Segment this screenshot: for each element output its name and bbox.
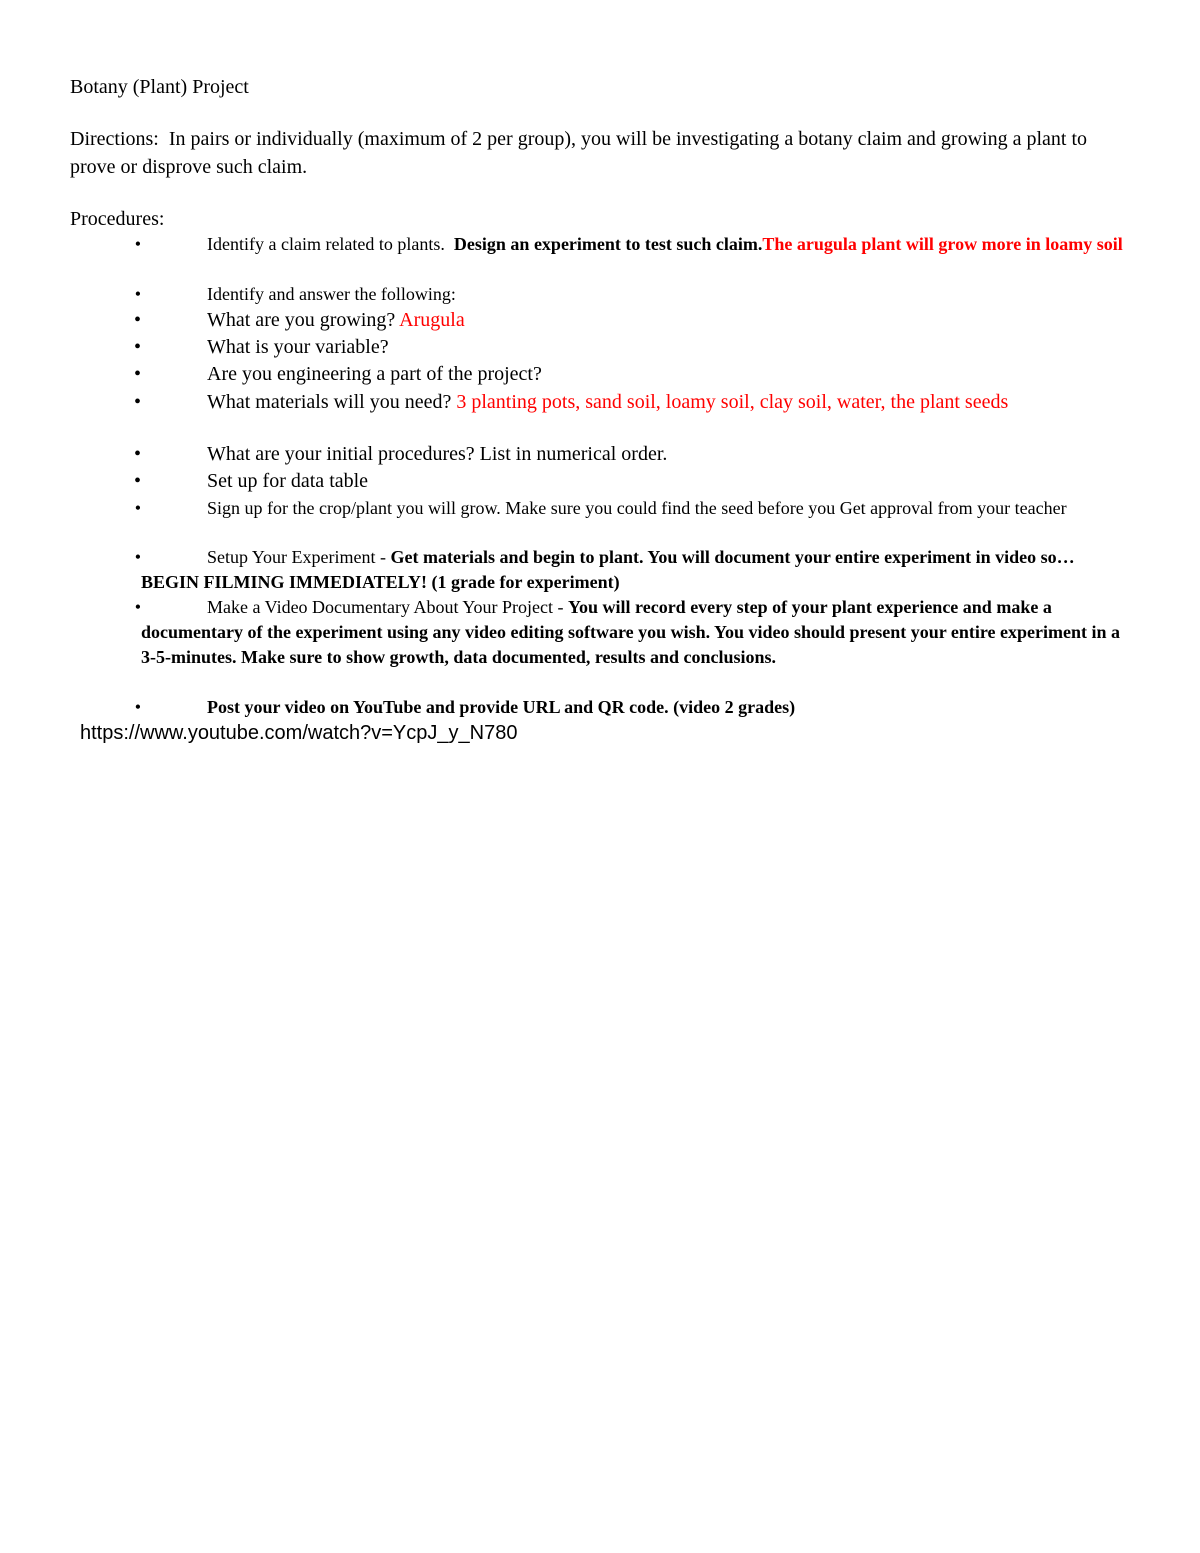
procedure-text: Identify and answer the following: (207, 284, 456, 304)
bullet: • (133, 443, 141, 465)
procedure-bold-text: Design an experiment to test such claim. (453, 234, 763, 254)
procedure-item (133, 389, 1126, 416)
procedure-item (134, 595, 1126, 670)
procedure-item (134, 232, 1126, 257)
youtube-link[interactable]: https://www.youtube.com/watch?v=YcpJ_y_N780 (80, 722, 518, 744)
directions-text: In pairs or individually (maximum of 2 per group), you will be investigating a botany claim and growing a plant to prove or disprove such claim. (70, 128, 1088, 178)
procedure-item (134, 695, 1126, 720)
procedure-item (134, 545, 1126, 595)
bullet: • (133, 336, 141, 358)
procedure-item (134, 496, 1126, 521)
document-title: Botany (Plant) Project (70, 76, 249, 98)
procedure-bold-text: Post your video on YouTube and provide URL and QR code. (video 2 grades) (207, 697, 796, 717)
procedure-bold-text: You will record every step of your plant experience and make a documentary of the experiment using any video editing software you wish. You video should present your entire experiment in a 3-5-minutes. Make sure to show growth, data documented, results and conclusions. (141, 597, 1121, 667)
procedure-bold-text: Get materials and begin to plant. You will document your entire experiment in video so… BEGIN FILMING IMMEDIATELY! (1 grade for experiment) (141, 547, 1075, 592)
procedure-text: Sign up for the crop/plant you will grow. Make sure you could find the seed before you Get approval from your teacher (207, 498, 1067, 518)
directions-label: Directions: (70, 128, 159, 150)
procedure-text: Set up for data table (207, 470, 369, 492)
procedure-item (133, 308, 1126, 333)
procedure-item (133, 362, 1126, 387)
bullet: • (134, 547, 141, 567)
bullet: • (134, 697, 141, 717)
procedure-text: What materials will you need? (207, 391, 452, 413)
procedure-text: Are you engineering a part of the project? (207, 363, 542, 385)
bullet: • (133, 470, 141, 492)
procedure-text: What are your initial procedures? List in numerical order. (207, 443, 668, 465)
procedures-label: Procedures: (70, 208, 165, 230)
procedure-text: Identify a claim related to plants. (207, 234, 445, 254)
procedure-text: Setup Your Experiment - (207, 547, 386, 567)
bullet: • (134, 234, 141, 254)
procedure-answer: Arugula (399, 309, 465, 331)
procedure-text: What is your variable? (207, 336, 389, 358)
procedure-item (133, 442, 1126, 467)
bullet: • (134, 597, 141, 617)
bullet: • (134, 284, 141, 304)
bullet: • (133, 363, 141, 385)
directions-paragraph (70, 125, 1130, 181)
procedure-text: What are you growing? (207, 309, 396, 331)
bullet: • (134, 498, 141, 518)
procedure-item (133, 469, 1126, 494)
bullet: • (133, 309, 141, 331)
bullet: • (133, 391, 141, 413)
procedure-text: Make a Video Documentary About Your Project - (207, 597, 564, 617)
procedure-item (133, 335, 1126, 360)
procedure-item (134, 282, 1126, 307)
procedure-answer: The arugula plant will grow more in loamy soil (762, 234, 1123, 254)
procedure-answer: 3 planting pots, sand soil, loamy soil, clay soil, water, the plant seeds (456, 391, 1009, 413)
